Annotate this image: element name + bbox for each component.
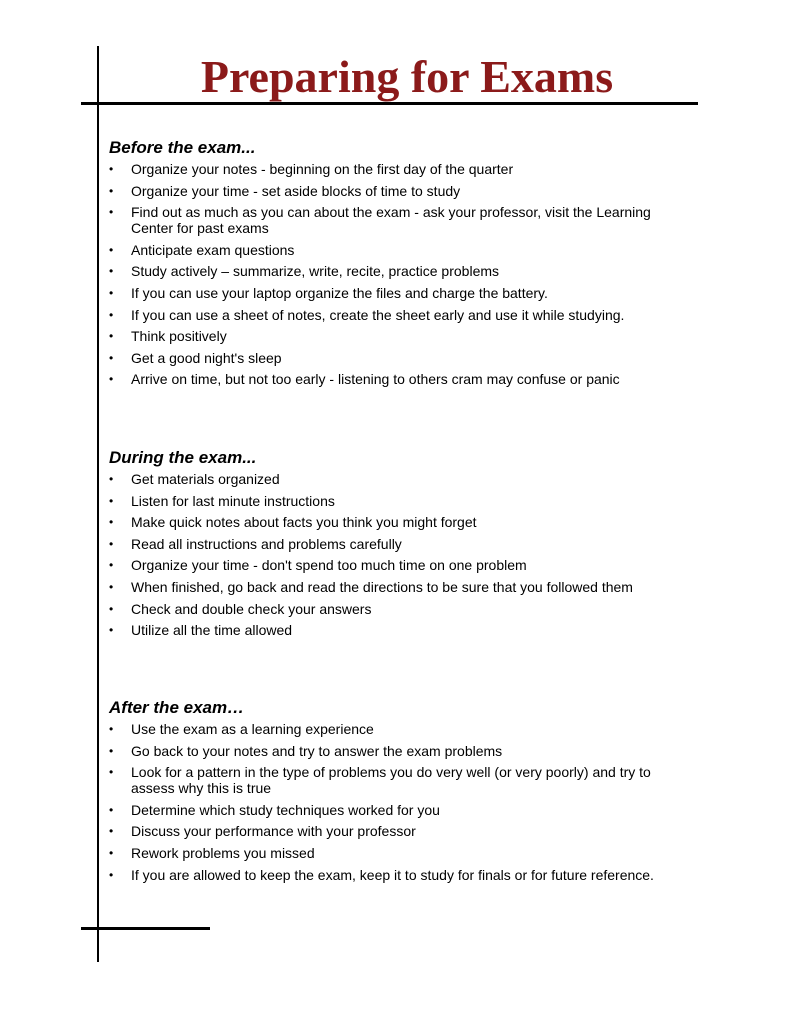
list-item-text: Anticipate exam questions <box>131 241 295 258</box>
bullet-icon: • <box>109 867 114 882</box>
bullet-icon: • <box>109 536 114 551</box>
list-item <box>109 802 689 818</box>
bullet-icon: • <box>109 162 114 176</box>
list-item-text: Determine which study techniques worked for you <box>131 801 440 818</box>
section-before-exam <box>109 138 689 393</box>
list-item-text: Utilize all the time allowed <box>131 622 293 639</box>
list-item <box>109 845 689 861</box>
list-item-text: Organize your time - set aside blocks of time to study <box>131 182 461 199</box>
bullet-icon: • <box>109 205 114 220</box>
list-item-text: Organize your time - don't spend too much time on one problem <box>131 557 527 574</box>
bullet-icon: • <box>109 242 114 257</box>
list-item-text: Discuss your performance with your professor <box>131 823 416 840</box>
list-item-text: If you are allowed to keep the exam, keep it to study for finals or for future reference. <box>131 866 654 883</box>
bullet-icon: • <box>109 264 114 279</box>
list-item <box>109 471 689 487</box>
bullet-icon: • <box>109 183 114 198</box>
list-item <box>109 183 689 199</box>
list-item <box>109 285 689 301</box>
list-item <box>109 721 689 737</box>
list-item <box>109 764 689 796</box>
bullet-icon: • <box>109 623 114 638</box>
section-heading: Before the exam... <box>109 138 256 157</box>
list-item <box>109 579 689 595</box>
list-item-text: Think positively <box>131 328 227 345</box>
list-item <box>109 328 689 344</box>
list-item-text: Make quick notes about facts you think you might forget <box>131 514 477 531</box>
list-item <box>109 622 689 638</box>
bullet-icon: • <box>109 307 114 322</box>
bullet-icon: • <box>109 515 114 530</box>
list-item-text: Arrive on time, but not too early - listening to others cram may confuse or panic <box>131 371 620 388</box>
bullet-icon: • <box>109 743 114 758</box>
list-item-text: Get a good night's sleep <box>131 349 282 366</box>
footer-rule <box>81 927 210 930</box>
list-item <box>109 743 689 759</box>
tips-list <box>109 471 689 638</box>
section-after-exam <box>109 698 689 888</box>
bullet-icon: • <box>109 824 114 839</box>
list-item-text: Study actively – summarize, write, recite, practice problems <box>131 263 500 280</box>
list-item <box>109 371 689 387</box>
bullet-icon: • <box>109 558 114 573</box>
bullet-icon: • <box>109 601 114 616</box>
list-item-text: Use the exam as a learning experience <box>131 721 374 737</box>
list-item <box>109 350 689 366</box>
tips-list <box>109 161 689 387</box>
list-item-text: Read all instructions and problems carefully <box>131 535 402 552</box>
list-item-text: Get materials organized <box>131 471 280 487</box>
list-item <box>109 867 689 883</box>
bullet-icon: • <box>109 579 114 594</box>
list-item-text: Look for a pattern in the type of problems you do very well (or very poorly) and try to assess why this is true <box>131 764 651 797</box>
page-title: Preparing for Exams <box>200 51 614 102</box>
bullet-icon: • <box>109 722 114 736</box>
bullet-icon: • <box>109 372 114 387</box>
bullet-icon: • <box>109 329 114 344</box>
list-item <box>109 161 689 177</box>
bullet-icon: • <box>109 845 114 860</box>
list-item <box>109 514 689 530</box>
list-item-text: Go back to your notes and try to answer the exam problems <box>131 742 503 759</box>
bullet-icon: • <box>109 285 114 300</box>
list-item-text: Organize your notes - beginning on the first day of the quarter <box>131 161 514 177</box>
section-heading: After the exam… <box>109 698 245 717</box>
bullet-icon: • <box>109 493 114 508</box>
bullet-icon: • <box>109 350 114 365</box>
section-heading: During the exam... <box>109 448 257 467</box>
list-item-text: Check and double check your answers <box>131 600 372 617</box>
bullet-icon: • <box>109 802 114 817</box>
list-item-text: If you can use a sheet of notes, create the sheet early and use it while studying. <box>131 306 625 323</box>
bullet-icon: • <box>109 472 114 486</box>
list-item <box>109 536 689 552</box>
list-item <box>109 204 689 236</box>
list-item <box>109 242 689 258</box>
list-item <box>109 307 689 323</box>
list-item-text: Listen for last minute instructions <box>131 492 335 509</box>
bullet-icon: • <box>109 765 114 780</box>
list-item-text: When finished, go back and read the directions to be sure that you followed them <box>131 578 633 595</box>
section-during-exam <box>109 448 689 644</box>
list-item <box>109 263 689 279</box>
left-margin-rule <box>97 46 99 962</box>
tips-list <box>109 721 689 883</box>
list-item <box>109 557 689 573</box>
list-item <box>109 601 689 617</box>
list-item <box>109 493 689 509</box>
list-item-text: Rework problems you missed <box>131 844 315 861</box>
list-item-text: Find out as much as you can about the exam - ask your professor, visit the Learning Center for past exams <box>131 204 651 237</box>
list-item <box>109 823 689 839</box>
list-item-text: If you can use your laptop organize the files and charge the battery. <box>131 284 548 301</box>
